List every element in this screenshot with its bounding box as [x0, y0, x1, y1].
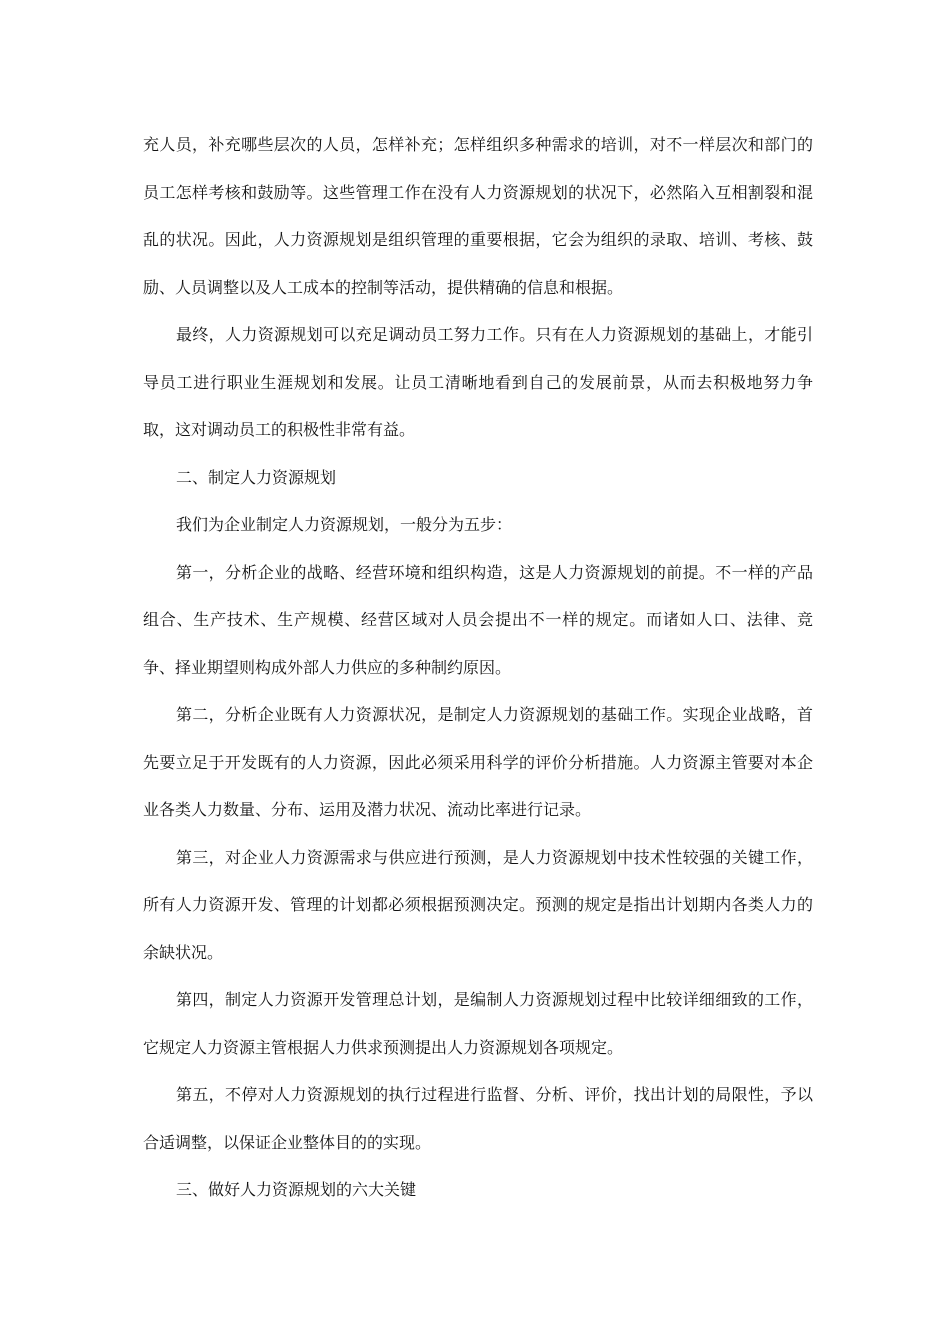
paragraph: 第三，对企业人力资源需求与供应进行预测，是人力资源规划中技术性较强的关键工作，所有人力资源开发、管理的计划都必须根据预测决定。预测的规定是指出计划期内各类人力的余缺状况。: [143, 847, 813, 962]
paragraph: 充人员，补充哪些层次的人员，怎样补充；怎样组织多种需求的培训，对不一样层次和部门的员工怎样考核和鼓励等。这些管理工作在没有人力资源规划的状况下，必然陷入互相割裂和混乱的状况。因此，人力资源规划是组织管理的重要根据，它会为组织的录取、培训、考核、鼓励、人员调整以及人工成本的控制等活动，提供精确的信息和根据。: [143, 135, 813, 297]
document-body: [143, 121, 813, 1214]
paragraph: 第四，制定人力资源开发管理总计划，是编制人力资源规划过程中比较详细细致的工作，它规定人力资源主管根据人力供求预测提出人力资源规划各项规定。: [143, 990, 813, 1057]
paragraph: 第一，分析企业的战略、经营环境和组织构造，这是人力资源规划的前提。不一样的产品组合、生产技术、生产规模、经营区域对人员会提出不一样的规定。而诸如人口、法律、竞争、择业期望则构成外部人力供应的多种制约原因。: [143, 562, 813, 677]
paragraph: 我们为企业制定人力资源规划，一般分为五步：: [176, 515, 513, 534]
section-heading: 三、做好人力资源规划的六大关键: [176, 1180, 417, 1199]
paragraph: 第二，分析企业既有人力资源状况，是制定人力资源规划的基础工作。实现企业战略，首先要立足于开发既有的人力资源，因此必须采用科学的评价分析措施。人力资源主管要对本企业各类人力数量、分布、运用及潜力状况、流动比率进行记录。: [143, 705, 813, 819]
paragraph: 第五，不停对人力资源规划的执行过程进行监督、分析、评价，找出计划的局限性，予以合适调整，以保证企业整体目的的实现。: [143, 1085, 813, 1152]
section-heading: 二、制定人力资源规划: [176, 467, 337, 487]
paragraph: 最终，人力资源规划可以充足调动员工努力工作。只有在人力资源规划的基础上，才能引导员工进行职业生涯规划和发展。让员工清晰地看到自己的发展前景，从而去积极地努力争取，这对调动员工的积极性非常有益。: [143, 325, 813, 439]
